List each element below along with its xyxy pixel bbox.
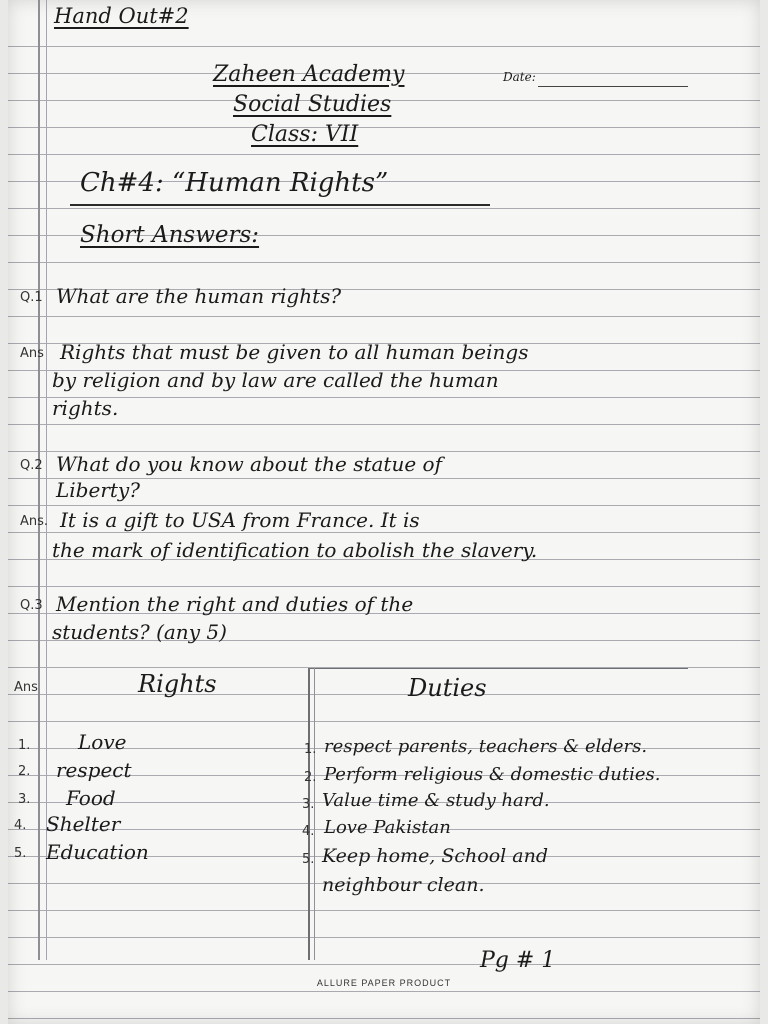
paper-brand-footer: ALLURE PAPER PRODUCT xyxy=(316,978,452,988)
right-item: respect xyxy=(56,758,132,782)
date-line xyxy=(538,86,688,87)
table-top-line xyxy=(308,668,688,669)
q1-question: What are the human rights? xyxy=(56,284,342,308)
chapter-underline xyxy=(70,204,490,206)
q2-line-2: Liberty? xyxy=(56,478,140,502)
a2-line-1: It is a gift to USA from France. It is xyxy=(60,508,420,532)
a1-line-2: by religion and by law are called the human xyxy=(52,368,499,392)
a1-label: Ans xyxy=(20,346,44,361)
a2-label: Ans. xyxy=(20,514,49,529)
right-item: Love xyxy=(78,730,127,754)
duty-item: Value time & study hard. xyxy=(322,790,550,811)
academy-name: Zaheen Academy xyxy=(213,62,405,87)
q3-label: Q.3 xyxy=(20,598,43,613)
right-item: Shelter xyxy=(46,812,121,836)
page-number: Pg # 1 xyxy=(480,948,556,973)
q1-label: Q.1 xyxy=(20,290,43,305)
right-item: Food xyxy=(66,786,116,810)
q3-line-2: students? (any 5) xyxy=(52,620,227,644)
margin-line xyxy=(38,0,40,960)
notebook-page xyxy=(8,0,760,1024)
duty-num: 1. xyxy=(304,742,317,757)
duties-header: Duties xyxy=(408,674,487,702)
a1-line-3: rights. xyxy=(52,396,119,420)
duty-num: 4. xyxy=(302,824,315,839)
duty-item-cont: neighbour clean. xyxy=(322,874,485,896)
q2-label: Q.2 xyxy=(20,458,43,473)
subject-title: Social Studies xyxy=(233,92,392,117)
duty-num: 3. xyxy=(302,797,315,812)
section-title: Short Answers: xyxy=(80,222,260,248)
right-num: 2. xyxy=(18,764,31,779)
duty-item: respect parents, teachers & elders. xyxy=(324,736,648,757)
class-title: Class: VII xyxy=(251,122,359,147)
right-num: 5. xyxy=(14,846,27,861)
q2-line-1: What do you know about the statue of xyxy=(56,452,442,476)
a1-line-1: Rights that must be given to all human beings xyxy=(60,340,529,364)
table-divider xyxy=(308,668,310,960)
chapter-title: Ch#4: “Human Rights” xyxy=(80,168,389,198)
a3-label: Ans xyxy=(14,680,38,695)
right-num: 3. xyxy=(18,792,31,807)
duty-item: Love Pakistan xyxy=(324,817,451,838)
duty-num: 2. xyxy=(304,770,317,785)
rights-header: Rights xyxy=(138,670,217,698)
date-label: Date: xyxy=(503,70,536,84)
q3-line-1: Mention the right and duties of the xyxy=(56,592,414,616)
right-num: 4. xyxy=(14,818,27,833)
right-num: 1. xyxy=(18,738,31,753)
duty-num: 5. xyxy=(302,852,315,867)
duty-item: Keep home, School and xyxy=(322,845,549,867)
a2-line-2: the mark of identification to abolish the slavery. xyxy=(52,538,538,562)
right-item: Education xyxy=(46,840,149,864)
table-divider-inner xyxy=(314,668,315,960)
handout-title: Hand Out#2 xyxy=(54,4,189,28)
duty-item: Perform religious & domestic duties. xyxy=(324,764,661,785)
